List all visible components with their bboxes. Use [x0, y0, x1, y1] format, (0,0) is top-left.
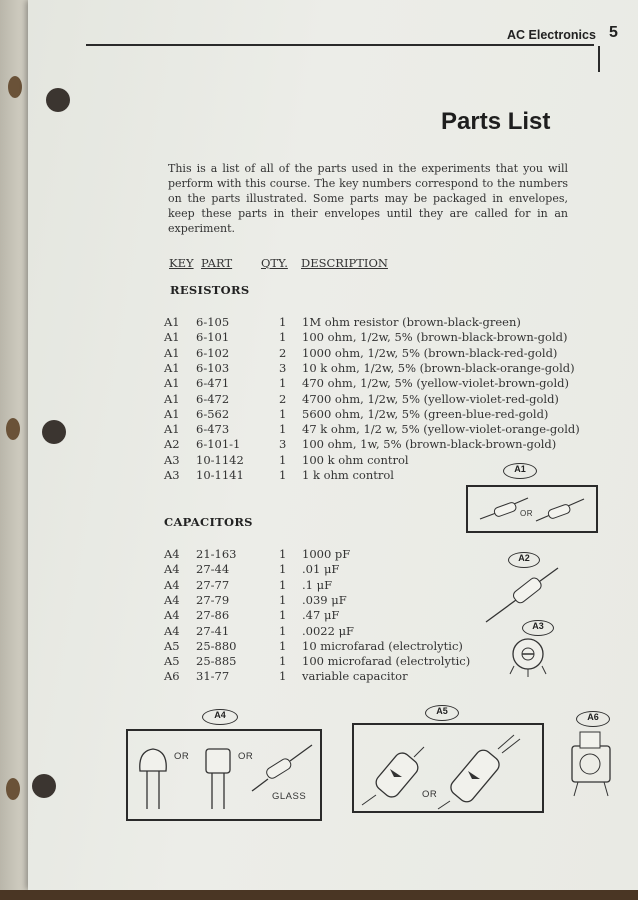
punch-hole: [32, 774, 56, 798]
part-qty: 1: [279, 623, 287, 638]
figure-label-a1: A1: [503, 463, 537, 479]
part-number: 27-44: [196, 562, 230, 577]
part-description: 1 k ohm control: [302, 468, 394, 482]
part-qty: 1: [279, 577, 287, 592]
part-qty: 3: [279, 360, 287, 375]
part-description: 1000 ohm, 1/2w, 5% (brown-black-red-gold): [302, 345, 558, 360]
part-description: variable capacitor: [302, 669, 408, 684]
part-key: A3: [164, 468, 180, 482]
part-number: 27-41: [196, 623, 230, 638]
figure-a1-box: [466, 485, 598, 533]
potentiometer-illustration: [506, 632, 556, 680]
parts-row: [28, 330, 638, 345]
parts-row: [28, 468, 638, 483]
section-title-resistors: RESISTORS: [170, 283, 250, 297]
part-key: A4: [164, 623, 180, 638]
part-description: 4700 ohm, 1/2w, 5% (yellow-violet-red-gold): [302, 391, 559, 406]
part-key: A4: [164, 592, 180, 607]
part-number: 6-473: [196, 422, 230, 437]
section-title-capacitors: CAPACITORS: [164, 515, 253, 529]
part-description: 10 k ohm, 1/2w, 5% (brown-black-orange-gold): [302, 360, 575, 375]
part-description: 100 microfarad (electrolytic): [302, 654, 471, 669]
table-edge: [0, 890, 638, 900]
part-qty: 1: [279, 376, 287, 391]
figure-a4-box: [126, 729, 322, 821]
figure-a5-box: [352, 723, 544, 813]
part-qty: 1: [279, 547, 287, 561]
part-number: 6-102: [196, 345, 230, 360]
part-number: 6-472: [196, 391, 230, 406]
part-key: A6: [164, 669, 180, 684]
part-qty: 3: [279, 437, 287, 452]
part-description: .1 μF: [302, 577, 333, 592]
parts-row: [28, 315, 638, 330]
part-qty: 2: [279, 391, 287, 406]
part-number: 6-101-1: [196, 437, 241, 452]
part-description: 10 microfarad (electrolytic): [302, 638, 463, 653]
parts-row: [28, 437, 638, 452]
figure-label-a3: A3: [522, 620, 554, 636]
part-number: 25-885: [196, 654, 237, 669]
part-number: 31-77: [196, 669, 230, 684]
part-description: .47 μF: [302, 608, 340, 623]
part-qty: 1: [279, 468, 287, 482]
figure-a4-or-2: OR: [238, 751, 254, 762]
punch-hole: [6, 778, 20, 800]
part-key: A1: [164, 315, 180, 329]
part-number: 6-103: [196, 360, 230, 375]
punch-hole: [8, 76, 22, 98]
column-header-key: KEY: [169, 256, 194, 270]
running-header: AC Electronics: [507, 28, 596, 42]
part-key: A3: [164, 452, 180, 467]
part-key: A1: [164, 376, 180, 391]
parts-row: [28, 346, 638, 361]
figure-label-a6: A6: [576, 711, 610, 727]
electrolytic-capacitors-illustration: [354, 725, 542, 811]
part-qty: 1: [279, 315, 287, 329]
part-description: 1000 pF: [302, 547, 351, 561]
part-description: 100 k ohm control: [302, 452, 409, 467]
part-description: 470 ohm, 1/2w, 5% (yellow-violet-brown-gold): [302, 376, 569, 391]
part-qty: 1: [279, 562, 287, 577]
part-key: A1: [164, 406, 180, 421]
column-header-description: DESCRIPTION: [301, 256, 388, 270]
column-header-qty: QTY.: [261, 256, 288, 270]
part-key: A5: [164, 654, 180, 669]
parts-row: [28, 422, 638, 437]
part-number: 27-79: [196, 592, 230, 607]
figure-a4-glass-label: GLASS: [272, 791, 307, 802]
part-key: A1: [164, 391, 180, 406]
part-qty: 1: [279, 422, 287, 437]
part-number: 27-77: [196, 577, 230, 592]
figure-label-a5: A5: [425, 705, 459, 721]
part-key: A5: [164, 638, 180, 653]
parts-row: [28, 361, 638, 376]
punch-hole: [46, 88, 70, 112]
variable-capacitor-illustration: [558, 728, 628, 800]
part-number: 21-163: [196, 547, 237, 561]
header-divider: [598, 46, 600, 72]
part-qty: 1: [279, 330, 287, 345]
punch-hole: [6, 418, 20, 440]
part-number: 10-1141: [196, 468, 244, 482]
part-qty: 1: [279, 669, 287, 684]
figure-a5-or: OR: [422, 789, 438, 800]
intro-paragraph: This is a list of all of the parts used in the experiments that you will perform with this course. The key numbers correspond to the numbers on the parts illustrated. Some parts may be packaged in envelopes, keep these parts in their envelopes until they are called for in an experiment.: [168, 162, 568, 235]
part-qty: 1: [279, 592, 287, 607]
page-number: 5: [609, 24, 618, 41]
part-number: 27-86: [196, 608, 230, 623]
header-rule: [86, 44, 594, 46]
part-description: 100 ohm, 1w, 5% (brown-black-brown-gold): [302, 437, 557, 452]
part-number: 6-105: [196, 315, 230, 329]
part-number: 10-1142: [196, 452, 244, 467]
parts-row: [28, 407, 638, 422]
page-title: Parts List: [441, 108, 551, 135]
parts-row: [28, 376, 638, 391]
part-key: A1: [164, 422, 180, 437]
part-description: .0022 μF: [302, 623, 355, 638]
part-number: 6-562: [196, 406, 230, 421]
part-key: A1: [164, 345, 180, 360]
figure-label-a4: A4: [202, 709, 238, 725]
part-number: 6-471: [196, 376, 230, 391]
part-description: 1M ohm resistor (brown-black-green): [302, 315, 521, 329]
column-header-part: PART: [201, 256, 233, 270]
capacitors-illustration: [128, 731, 320, 819]
part-description: .01 μF: [302, 562, 340, 577]
part-number: 6-101: [196, 330, 230, 345]
part-number: 25-880: [196, 638, 237, 653]
part-description: 100 ohm, 1/2w, 5% (brown-black-brown-gold): [302, 330, 568, 345]
part-key: A1: [164, 330, 180, 345]
part-qty: 2: [279, 345, 287, 360]
figure-label-a2: A2: [508, 552, 540, 568]
part-description: 47 k ohm, 1/2 w, 5% (yellow-violet-orange-gold): [302, 422, 580, 437]
figure-a1-or: OR: [520, 509, 533, 518]
part-key: A1: [164, 360, 180, 375]
part-qty: 1: [279, 608, 287, 623]
part-key: A4: [164, 562, 180, 577]
part-key: A2: [164, 437, 180, 452]
part-key: A4: [164, 608, 180, 623]
part-qty: 1: [279, 452, 287, 467]
part-key: A4: [164, 577, 180, 592]
part-description: .039 μF: [302, 592, 347, 607]
part-key: A4: [164, 547, 180, 561]
figure-a4-or-1: OR: [174, 751, 190, 762]
power-resistor-illustration: [478, 560, 568, 630]
part-description: 5600 ohm, 1/2w, 5% (green-blue-red-gold): [302, 406, 549, 421]
part-qty: 1: [279, 406, 287, 421]
parts-row: [28, 392, 638, 407]
parts-row: [28, 453, 638, 468]
part-qty: 1: [279, 654, 287, 669]
part-qty: 1: [279, 638, 287, 653]
document-page: [28, 0, 638, 890]
